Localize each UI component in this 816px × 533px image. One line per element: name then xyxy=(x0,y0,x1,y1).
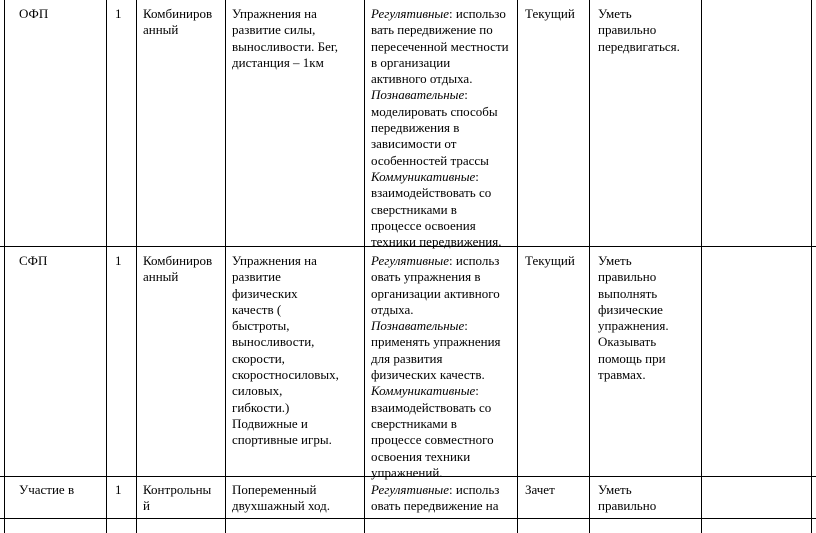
uud-text: : использ овать упражнения в организации активного отдыха. xyxy=(371,253,500,317)
uud-label: Регулятивные xyxy=(371,482,449,497)
hours-cell: 1 xyxy=(115,482,122,497)
control-cell: Текущий xyxy=(525,6,575,21)
lesson-type-cell: Контрольны й xyxy=(143,482,212,514)
lesson-type-cell: Комбиниров анный xyxy=(143,6,213,38)
uud-label: Познавательные xyxy=(371,87,465,103)
topic-cell: ОФП xyxy=(19,6,49,21)
uud-label: Регулятивные xyxy=(371,6,449,21)
uud-text: : взаимодействовать со сверстниками в процессе освоения техники передвижения. xyxy=(371,168,502,250)
topic-cell: СФП xyxy=(19,253,48,268)
uud-text: : использ овать передвижение на xyxy=(371,482,500,514)
column-divider xyxy=(225,0,226,533)
uud-text: : использо вать передвижение по пересеченной местности в организации активного отдыха. xyxy=(371,6,509,87)
uud-label: Регулятивные xyxy=(371,253,449,268)
column-divider xyxy=(136,0,137,533)
content-cell: Упражнения на развитие силы, выносливости. Бег, дистанция – 1км xyxy=(232,6,338,70)
content-cell: Попеременный двухшажный ход. xyxy=(232,482,330,514)
result-cell: Уметь правильно передвигаться. xyxy=(598,6,680,54)
content-cell: Упражнения на развитие физических качеств ( быстроты, выносливости, скорости, скоростносиловых, силовых, гибкости.) Подвижные и спортивные игры. xyxy=(232,253,339,448)
uud-cell xyxy=(371,482,499,515)
uud-cell xyxy=(371,6,509,250)
uud-label: Познавательные xyxy=(371,318,465,334)
uud-label: Коммуникативные xyxy=(371,383,476,399)
uud-text: : моделировать способы передвижения в зависимости от особенностей трассы xyxy=(371,87,498,168)
uud-cell xyxy=(371,253,501,481)
row-divider xyxy=(0,518,816,519)
column-divider xyxy=(701,0,702,533)
uud-text: : взаимодействовать со сверстниками в процессе совместного освоения техники упражнений. xyxy=(371,383,494,480)
uud-text: : применять упражнения для развития физических качеств. xyxy=(371,318,501,383)
topic-cell: Участие в xyxy=(19,482,75,497)
column-divider xyxy=(106,0,107,533)
uud-label: Коммуникативные xyxy=(371,168,476,184)
control-cell: Текущий xyxy=(525,253,575,268)
column-divider xyxy=(589,0,590,533)
result-cell: Уметь правильно выполнять физические упражнения. Оказывать помощь при травмах. xyxy=(598,253,669,383)
control-cell: Зачет xyxy=(525,482,555,497)
lesson-type-cell: Комбиниров анный xyxy=(143,253,213,285)
result-cell: Уметь правильно xyxy=(598,482,657,514)
hours-cell: 1 xyxy=(115,6,122,21)
hours-cell: 1 xyxy=(115,253,122,268)
column-divider xyxy=(364,0,365,533)
column-divider xyxy=(517,0,518,533)
table-border-right xyxy=(811,0,812,533)
table-border-left xyxy=(4,0,5,533)
